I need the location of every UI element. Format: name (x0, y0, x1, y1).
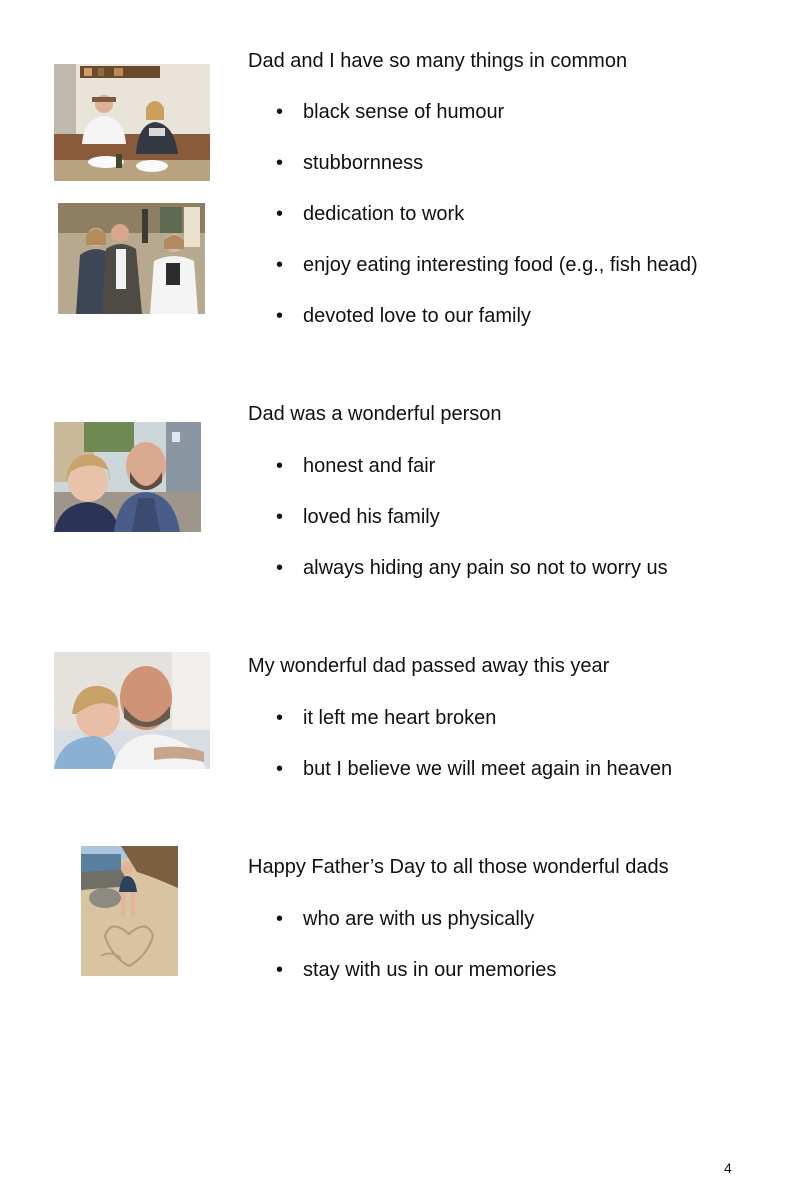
photo-image (58, 203, 205, 314)
photo-image (54, 652, 210, 769)
bullet-list (276, 100, 698, 355)
page-number: 4 (724, 1160, 732, 1176)
list-item: • black sense of humour (276, 100, 698, 151)
photo-selfie-outdoors (54, 422, 201, 532)
photo-image (81, 846, 178, 976)
section-heading: Dad and I have so many things in common (248, 50, 628, 72)
photo-family-group (58, 203, 205, 314)
list-item: • loved his family (276, 505, 668, 556)
photo-beach-heart (81, 846, 178, 976)
list-item: • but I believe we will meet again in heaven (276, 757, 672, 808)
list-item: • devoted love to our family (276, 304, 698, 355)
list-item: • always hiding any pain so not to worry us (276, 556, 668, 607)
section-heading: Happy Father’s Day to all those wonderful dads (248, 856, 669, 878)
bullet-list (276, 454, 668, 607)
section-heading: Dad was a wonderful person (248, 403, 502, 425)
list-item: • stubbornness (276, 151, 698, 202)
list-item: • enjoy eating interesting food (e.g., fish head) (276, 253, 698, 304)
photo-image (54, 64, 210, 181)
list-item: • it left me heart broken (276, 706, 672, 757)
list-item: • who are with us physically (276, 907, 556, 958)
bullet-list (276, 706, 672, 808)
photo-dad-and-daughter-at-table (54, 64, 210, 181)
section-heading: My wonderful dad passed away this year (248, 655, 610, 677)
bullet-list (276, 907, 556, 1009)
list-item: • honest and fair (276, 454, 668, 505)
list-item: • dedication to work (276, 202, 698, 253)
photo-image (54, 422, 201, 532)
list-item: • stay with us in our memories (276, 958, 556, 1009)
photo-hospital-hug (54, 652, 210, 769)
